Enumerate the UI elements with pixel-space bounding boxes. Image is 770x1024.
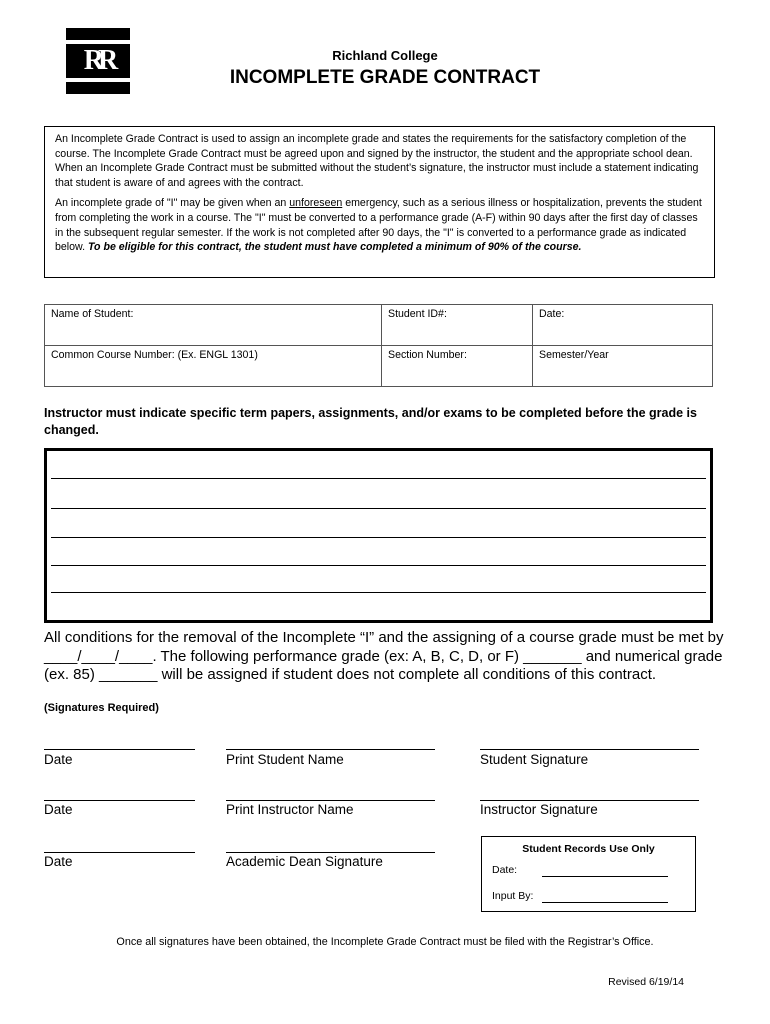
print-instructor-name-label: Print Instructor Name	[226, 802, 354, 817]
academic-dean-signature-line[interactable]	[226, 852, 435, 853]
date-label-3: Date	[44, 854, 73, 869]
print-student-name-label: Print Student Name	[226, 752, 344, 767]
info-paragraph-1: An Incomplete Grade Contract is used to assign an incomplete grade and states the requirements for the satisfactory completion of the course. The Incomplete Grade Contract must be agreed upon and signed by the instructor, the student and the appropriate school dean. When an Incomplete Grade Contract must be submitted without the student’s signature, the instructor must include a statement indicating that student is aware of and agrees with the contract.	[55, 133, 699, 189]
name-of-student-field[interactable]: Name of Student:	[45, 305, 382, 346]
date-label-2: Date	[44, 802, 73, 817]
records-input-by-label: Input By:	[492, 890, 534, 902]
page-title: INCOMPLETE GRADE CONTRACT	[229, 67, 541, 88]
student-info-table	[44, 304, 713, 387]
date-field[interactable]: Date:	[533, 305, 713, 346]
records-input-by-line[interactable]	[542, 902, 668, 903]
signatures-required-label: (Signatures Required)	[44, 702, 159, 714]
records-date-label: Date:	[492, 864, 518, 876]
date-line-2[interactable]	[44, 800, 195, 801]
conditions-statement: All conditions for the removal of the Incomplete “I” and the assigning of a course grade must be met by ____/____/____. The following performance grade (ex: A, B, C, D, or F) _______ and numerical grade (ex. 85) _______ will be assigned if student does not complete all conditions of this contract.	[44, 629, 724, 683]
instructor-signature-label: Instructor Signature	[480, 802, 598, 817]
revision-date: Revised 6/19/14	[608, 976, 684, 988]
student-signature-label: Student Signature	[480, 752, 589, 767]
student-signature-line[interactable]	[480, 749, 699, 750]
instructor-signature-line[interactable]	[480, 800, 699, 801]
date-line-1[interactable]	[44, 749, 195, 750]
info-box	[44, 126, 715, 278]
academic-dean-signature-label: Academic Dean Signature	[226, 854, 383, 869]
info-paragraph-2: An incomplete grade of "I" may be given when an unforeseen emergency, such as a serious illness or hospitalization, prevents the student from completing the work in a course. The "I" must be converted to a performance grade (A-F) within 90 days after the first day of classes in the subsequent regular semester. If the work is not completed after 90 days, the "I" is converted to a performance grade as indicated below. To be eligible for this contract, the student must have completed a minimum of 90% of the course.	[55, 197, 702, 254]
print-student-name-line[interactable]	[226, 749, 435, 750]
date-line-3[interactable]	[44, 852, 195, 853]
course-number-field[interactable]: Common Course Number: (Ex. ENGL 1301)	[45, 346, 382, 387]
filing-note: Once all signatures have been obtained, the Incomplete Grade Contract must be filed with the Registrar’s Office.	[116, 936, 654, 948]
section-number-field[interactable]: Section Number:	[382, 346, 533, 387]
student-records-title: Student Records Use Only	[522, 843, 655, 855]
print-instructor-name-line[interactable]	[226, 800, 435, 801]
assignments-entry-box[interactable]	[44, 448, 713, 623]
student-records-box	[481, 836, 696, 912]
college-name: Richland College	[332, 48, 438, 63]
instructor-instructions: Instructor must indicate specific term papers, assignments, and/or exams to be completed before the grade is changed.	[44, 406, 697, 437]
student-id-field[interactable]: Student ID#:	[382, 305, 533, 346]
records-date-line[interactable]	[542, 876, 668, 877]
richland-college-logo: RR	[66, 28, 130, 94]
date-label-1: Date	[44, 752, 73, 767]
semester-year-field[interactable]: Semester/Year	[533, 346, 713, 387]
